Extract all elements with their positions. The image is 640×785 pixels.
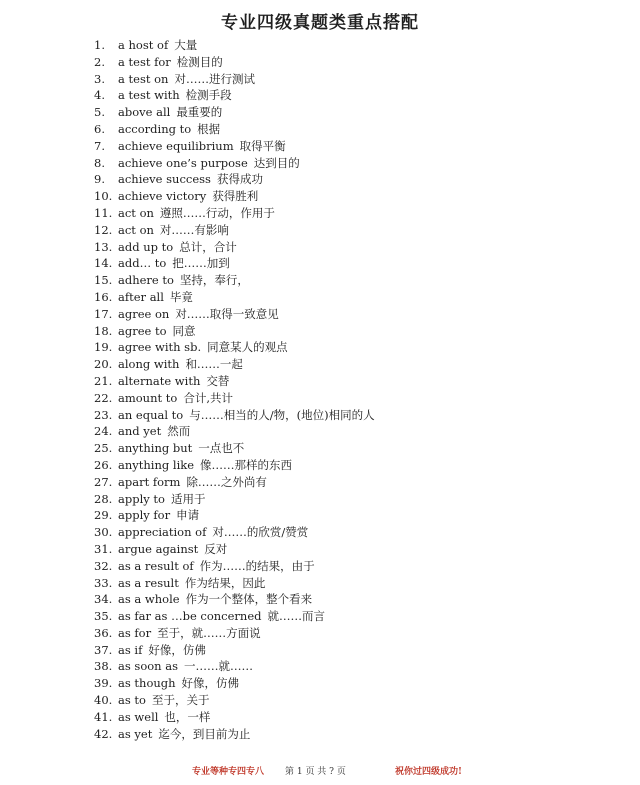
entry-number: 8.: [94, 155, 105, 170]
entry-meaning: 然而: [167, 424, 191, 439]
entry-meaning: 取得平衡: [239, 138, 286, 153]
entry-phrase: a test on: [118, 71, 169, 86]
list-item: [94, 138, 375, 155]
entry-meaning: 根据: [197, 121, 221, 136]
entry-number: 1.: [94, 38, 105, 52]
list-item: [94, 339, 375, 356]
entry-meaning: 总计，合计: [179, 239, 237, 254]
entry-meaning: 与……相当的人/物，(地位)相同的人: [189, 407, 375, 422]
list-item: [94, 591, 375, 608]
entry-meaning: 一点也不: [198, 441, 245, 456]
entry-meaning: 遵照……行动，作用于: [159, 205, 275, 220]
list-item: [94, 507, 375, 524]
entry-number: 6.: [94, 121, 105, 136]
list-item: [94, 642, 375, 659]
entry-number: 3.: [94, 71, 105, 86]
entry-number: 17.: [94, 306, 113, 321]
entry-phrase: as a whole: [118, 592, 180, 607]
entry-phrase: argue against: [118, 541, 199, 556]
entry-phrase: apart form: [118, 474, 181, 489]
list-item: [94, 423, 375, 440]
list-item: [94, 558, 375, 575]
entry-phrase: as well: [118, 709, 159, 724]
list-item: [94, 171, 375, 188]
entry-phrase: as for: [118, 625, 152, 640]
list-item: [94, 323, 375, 340]
entry-meaning: 获得胜利: [212, 189, 259, 204]
entry-phrase: as though: [118, 676, 176, 691]
list-item: [94, 474, 375, 491]
entry-meaning: 坚持，奉行，: [179, 273, 249, 288]
entry-meaning: 检测目的: [176, 54, 223, 69]
entry-phrase: along with: [118, 357, 180, 372]
entry-meaning: 好像，仿佛: [181, 676, 240, 691]
list-item: [94, 205, 375, 222]
entry-phrase: as a result of: [118, 558, 194, 573]
entry-meaning: 同意某人的观点: [207, 340, 288, 355]
entry-number: 25.: [94, 441, 113, 456]
list-item: [94, 541, 375, 558]
list-item: [94, 239, 375, 256]
footer-left-text: 专业等种专四专八: [192, 767, 265, 777]
entry-phrase: achieve equilibrium: [118, 138, 234, 153]
entry-phrase: a test with: [118, 88, 180, 103]
list-item: [94, 272, 375, 289]
entry-phrase: and yet: [118, 424, 162, 439]
entry-number: 36.: [94, 625, 113, 640]
entry-phrase: act on: [118, 222, 154, 237]
list-item: [94, 71, 375, 88]
entry-phrase: a host of: [118, 38, 169, 52]
entry-number: 29.: [94, 508, 113, 523]
entry-phrase: add… to: [118, 256, 167, 271]
entry-number: 20.: [94, 357, 113, 372]
list-item: [94, 390, 375, 407]
entry-number: 15.: [94, 273, 113, 288]
entry-number: 18.: [94, 323, 113, 338]
list-item: [94, 709, 375, 726]
entry-phrase: add up to: [118, 239, 174, 254]
entry-meaning: 除……之外尚有: [186, 474, 267, 489]
list-item: [94, 625, 375, 642]
entry-number: 19.: [94, 340, 113, 355]
entry-phrase: anything but: [118, 441, 193, 456]
entry-meaning: 作为……的结果，由于: [199, 558, 315, 573]
list-item: [94, 188, 375, 205]
entry-phrase: after all: [118, 289, 164, 304]
list-item: [94, 356, 375, 373]
list-item: [94, 289, 375, 306]
entry-meaning: 对……取得一致意见: [175, 306, 279, 321]
entry-meaning: 交替: [206, 373, 230, 388]
entry-meaning: 对……进行测试: [174, 71, 255, 86]
entry-number: 26.: [94, 457, 113, 472]
entry-number: 14.: [94, 256, 113, 271]
entry-phrase: above all: [118, 105, 171, 120]
entry-number: 11.: [94, 205, 113, 220]
entry-number: 39.: [94, 676, 113, 691]
entry-phrase: act on: [118, 205, 154, 220]
list-item: [94, 658, 375, 675]
entry-number: 42.: [94, 726, 113, 741]
entry-meaning: 获得成功: [216, 172, 263, 187]
list-item: [94, 675, 375, 692]
entry-meaning: 对……的欣赏/赞赏: [212, 525, 309, 540]
entry-phrase: a test for: [118, 54, 171, 69]
list-item: [94, 155, 375, 172]
entry-number: 28.: [94, 491, 113, 506]
entry-meaning: 也，一样: [164, 709, 211, 724]
entry-phrase: appreciation of: [118, 525, 207, 540]
entry-phrase: alternate with: [118, 373, 201, 388]
entry-meaning: 把……加到: [172, 256, 230, 271]
entry-number: 10.: [94, 189, 113, 204]
list-item: [94, 457, 375, 474]
entry-phrase: agree with sb.: [118, 340, 202, 355]
entry-meaning: 一……就……: [183, 659, 253, 674]
entry-number: 7.: [94, 138, 105, 153]
entry-number: 24.: [94, 424, 113, 439]
entry-meaning: 毕竟: [169, 289, 193, 304]
entry-phrase: an equal to: [118, 407, 184, 422]
entry-meaning: 对……有影响: [159, 222, 229, 237]
entry-number: 4.: [94, 88, 105, 103]
entry-number: 21.: [94, 373, 113, 388]
list-item: [94, 54, 375, 71]
entry-meaning: 适用于: [170, 491, 206, 506]
entry-phrase: achieve victory: [118, 189, 207, 204]
entry-phrase: as yet: [118, 726, 153, 741]
entry-meaning: 至于，关于: [151, 693, 210, 708]
entry-meaning: 检测手段: [185, 88, 232, 103]
entry-meaning: 就……而言: [267, 609, 326, 624]
entry-phrase: apply to: [118, 491, 165, 506]
entry-phrase: agree on: [118, 306, 170, 321]
entry-meaning: 申请: [176, 508, 200, 523]
list-item: [94, 726, 375, 743]
entry-phrase: as far as …be concerned: [118, 609, 262, 624]
entry-meaning: 像……那样的东西: [200, 457, 293, 472]
page-title: 专业四级真题类重点搭配: [221, 13, 419, 33]
entry-meaning: 和……一起: [185, 357, 243, 372]
list-item: [94, 440, 375, 457]
entry-number: 34.: [94, 592, 113, 607]
list-item: [94, 222, 375, 239]
entry-number: 27.: [94, 474, 113, 489]
list-item: [94, 608, 375, 625]
entry-number: 9.: [94, 172, 105, 187]
entry-meaning: 最重要的: [176, 105, 223, 120]
list-item: [94, 407, 375, 424]
entry-meaning: 反对: [204, 541, 228, 556]
footer-page-number: 第 1 页 共 ? 页: [285, 767, 346, 777]
entry-phrase: achieve one’s purpose: [118, 155, 248, 170]
entry-meaning: 大量: [174, 38, 198, 52]
entry-phrase: adhere to: [118, 273, 174, 288]
list-item: [94, 524, 375, 541]
entry-number: 38.: [94, 659, 113, 674]
entry-phrase: as soon as: [118, 659, 178, 674]
entry-phrase: achieve success: [118, 172, 211, 187]
entry-phrase: as to: [118, 693, 146, 708]
entry-phrase: amount to: [118, 390, 178, 405]
list-item: [94, 121, 375, 138]
entry-number: 32.: [94, 558, 113, 573]
phrase-list: [94, 37, 375, 742]
entry-number: 41.: [94, 709, 113, 724]
entry-number: 12.: [94, 222, 113, 237]
entry-number: 23.: [94, 407, 113, 422]
entry-phrase: agree to: [118, 323, 167, 338]
list-item: [94, 692, 375, 709]
entry-number: 35.: [94, 609, 113, 624]
list-item: [94, 306, 375, 323]
entry-meaning: 至于，就……方面说: [157, 625, 261, 640]
list-item: [94, 255, 375, 272]
entry-phrase: as a result: [118, 575, 179, 590]
list-item: [94, 491, 375, 508]
entry-number: 37.: [94, 642, 113, 657]
entry-number: 22.: [94, 390, 113, 405]
entry-phrase: anything like: [118, 457, 195, 472]
entry-number: 5.: [94, 105, 105, 120]
entry-meaning: 达到目的: [253, 155, 300, 170]
list-item: [94, 373, 375, 390]
entry-phrase: according to: [118, 121, 192, 136]
entry-number: 30.: [94, 525, 113, 540]
entry-meaning: 好像，仿佛: [148, 642, 206, 657]
entry-meaning: 同意: [172, 323, 196, 338]
entry-number: 40.: [94, 693, 113, 708]
entry-number: 13.: [94, 239, 113, 254]
list-item: [94, 575, 375, 592]
entry-meaning: 迄今，到目前为止: [158, 726, 251, 741]
entry-phrase: apply for: [118, 508, 171, 523]
entry-meaning: 作为一个整体，整个看来: [185, 592, 313, 607]
entry-meaning: 作为结果，因此: [184, 575, 266, 590]
list-item: [94, 87, 375, 104]
footer-right-text: 祝你过四级成功!: [395, 767, 462, 777]
entry-meaning: 合计,共计: [183, 390, 233, 405]
list-item: [94, 104, 375, 121]
entry-number: 16.: [94, 289, 113, 304]
entry-number: 2.: [94, 54, 105, 69]
entry-number: 33.: [94, 575, 113, 590]
entry-phrase: as if: [118, 642, 143, 657]
entry-number: 31.: [94, 541, 113, 556]
list-item: [94, 37, 375, 54]
